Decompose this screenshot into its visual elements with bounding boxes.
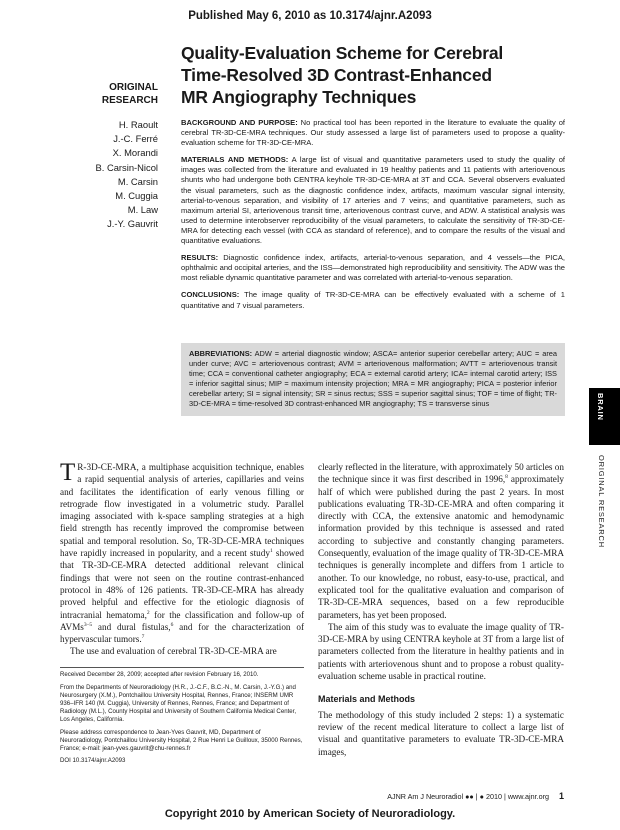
body-column-left — [60, 461, 304, 658]
abstract-heading: CONCLUSIONS: — [181, 290, 240, 300]
abstract-text: A large list of visual and quantitative parameters used to study the quality of images was collected from the literature and evaluated in 19 healthy patients and 11 patients with arteriovenous shunts who had undergone both CENTRA keyhole TR-3D-CE-MRA at 3T and CCA. Several observers evaluated the visual parameters, such as the diagnostic confidence index, artifacts, maximum vascular signal intensity, arterial-to-venous separation, and visibility of 17 arteries and 7 veins; and quantitative parameters, such as maximum arterial SI, arteriovenous transit time, arteriovenous contrast curve, and ADW. A statistical analysis was used to determine interobserver reproducibility of the visual parameters, to calculate the sensitivity of TR-3D-CE-MRA for detecting each vessel (with CCA as standard of reference), and to compare the results of the visual and quantitative evaluations. — [181, 155, 565, 246]
text-run: approximately half of which were published during the past 2 years. In most publications evaluating TR-3D-CE-MRA and often comparing it directly with CCA, the extensive anatomic and hemodynamic information provided by this technique is assessed and rated according to subjective and constantly changing parameters. Consequently, evaluation of the image quality of TR-3D-CE-MRA techniques is generally incomplete and differs from 1 article to another. To our knowledge, no robust, easy-to-use, practical, and explicated tool for the qualitative evaluation and comparison of TR-3D-CE-MRA sequences, based on a few reproducible parameters, has yet been proposed. — [318, 474, 564, 620]
author: M. Law — [127, 204, 158, 216]
author: J.-Y. Gauvrit — [107, 218, 158, 230]
abstract-text: No practical tool has been reported in the literature to evaluate the quality of cerebral TR-3D-CE-MRA techniques. Our study assessed a large list of parameters used to propose a quality-evaluation scheme for TR-3D-CE-MRA. — [181, 118, 565, 148]
author: B. Carsin-Nicol — [95, 161, 158, 173]
abstract — [181, 118, 565, 318]
text-run: and dural fistulas, — [92, 621, 171, 632]
brain-tab-label: BRAIN — [596, 393, 605, 421]
methods-heading: Materials and Methods — [318, 694, 416, 705]
text-run: clearly reflected in the literature, with approximately 50 articles on the technique since it was first described in 1996, — [318, 462, 564, 485]
abbreviations-heading: ABBREVIATIONS: — [189, 349, 253, 358]
text-run: for the classification and follow-up of AVMs — [60, 609, 304, 632]
section-label — [60, 81, 158, 107]
citation-ref[interactable]: 6 — [170, 621, 174, 628]
citation-ref[interactable]: 8 — [505, 474, 508, 481]
text-run: showed that TR-3D-CE-MRA detected additional relevant clinical findings that were not seen on the routine contrast-enhanced protocol in 48% of 126 patients. TR-3D-CE-MRA has already proved helpful and effective for the etiologic diagnosis of intracranial hematoma, — [60, 548, 304, 620]
article-title — [181, 42, 541, 108]
drop-cap: T — [60, 459, 76, 486]
abstract-conclusions — [181, 290, 565, 310]
journal-citation: AJNR Am J Neuroradiol ●● | ● 2010 | www.ajnr.org — [387, 792, 549, 801]
title-line: Time-Resolved 3D Contrast-Enhanced — [181, 65, 492, 85]
abstract-background — [181, 118, 565, 148]
copyright-notice: Copyright 2010 by American Society of Neuroradiology. — [164, 808, 456, 820]
footnote-affiliations: From the Departments of Neuroradiology (H.R., J.-C.F., B.C.-N., M. Carsin, J.-Y.G.) and Neurosurgery (X.M.), Pontchaillou University Hospital, Rennes, France; INSERM UMR 936–IFR 140 (M. Cuggia), University of Rennes, Rennes, France; and Department of Radiology (M.L.), County Hospital and University of Southern California Medical Center, Los Angeles, California. — [60, 683, 297, 723]
abstract-text: The image quality of TR-3D-CE-MRA can be effectively evaluated with a scheme of 1 quantitative and 7 visual parameters. — [181, 290, 565, 310]
abbreviations-box — [181, 343, 565, 416]
title-line: Quality-Evaluation Scheme for Cerebral — [181, 43, 504, 63]
body-paragraph — [318, 461, 564, 621]
publication-notice: Published May 6, 2010 as 10.3174/ajnr.A2093 — [188, 10, 432, 22]
body-column-right — [318, 461, 564, 758]
body-paragraph: The use and evaluation of cerebral TR-3D-CE-MRA are — [70, 646, 277, 657]
body-paragraph — [60, 461, 304, 645]
title-line: MR Angiography Techniques — [181, 87, 417, 107]
abstract-heading: RESULTS: — [181, 253, 219, 263]
brain-section-tab — [589, 388, 620, 445]
body-paragraph: The methodology of this study included 2 steps: 1) a systematic review of the recent medical literature to collect a large list of visual and quantitative parameters to evaluate TR-3D-CE-MRA images, — [318, 709, 564, 757]
abstract-text: Diagnostic confidence index, artifacts, arterial-to-venous separation, and 4 vessels—the PICA, ophthalmic and occipital arteries, and the ISS—demonstrated high reproducibility and sensitivity. The ADW was the most reliable dynamic quantitative parameter and was correlated with arterial-to-venous separation. — [181, 253, 565, 283]
journal-footer — [318, 791, 564, 801]
text-run: R-3D-CE-MRA, a multiphase acquisition technique, enables a rapid sequential analysis of arteries, capillaries and veins and facilitates the identification of early venous filling or retrograde flow investigated in a volumetric study. Parallel imaging associated with k-space sampling strategies at a high field strength has recently improved the compromise between spatial and temporal resolution. So, TR-3D-CE-MRA techniques have rapidly increased in popularity, and a recent study — [60, 462, 304, 559]
footnote-received: Received December 28, 2009; accepted after revision February 16, 2010. — [60, 671, 259, 678]
author: J.-C. Ferré — [113, 133, 158, 145]
abstract-heading: MATERIALS AND METHODS: — [181, 155, 289, 165]
body-paragraph: The aim of this study was to evaluate the image quality of TR-3D-CE-MRA by using CENTRA keyhole at 3T from a large list of parameters collected from the literature in healthy patients and in patients with arteriovenous shunt and to propose a robust quality-evaluation scheme usable in practical routine. — [318, 621, 564, 682]
text-run: and for the characterization of hypervascular tumors. — [60, 621, 304, 645]
author: M. Carsin — [117, 175, 158, 187]
section-label-line: RESEARCH — [101, 95, 158, 106]
abstract-heading: BACKGROUND AND PURPOSE: — [181, 118, 298, 127]
footnote-correspondence: Please address correspondence to Jean-Yves Gauvrit, MD, Department of Neuroradiology, Pontchaillou University Hospital, 2 Rue Henri Le Guilloux, 35000 Rennes, France; e-mail: jean-yves.gauvrit@chu-rennes.fr — [60, 728, 303, 752]
author: H. Raoult — [118, 119, 158, 130]
footnote-divider — [60, 667, 304, 668]
abstract-methods — [181, 155, 565, 246]
footnote-doi: DOI 10.3174/ajnr.A2093 — [60, 757, 126, 765]
section-label-line: ORIGINAL — [109, 82, 158, 93]
author: X. Morandi — [112, 147, 158, 159]
citation-ref[interactable]: 2 — [146, 609, 150, 616]
author-list — [60, 118, 158, 232]
citation-ref[interactable]: 3–5 — [83, 621, 93, 628]
citation-ref[interactable]: 1 — [269, 548, 273, 555]
footnotes — [60, 671, 304, 770]
author: M. Cuggia — [115, 190, 158, 202]
citation-ref[interactable]: 7 — [141, 634, 145, 641]
side-section-label: ORIGINAL RESEARCH — [597, 455, 606, 548]
page-number: 1 — [558, 791, 564, 801]
abbreviations-text: ADW = arterial diagnostic window; ASCA= anterior superior cerebellar artery; AUC = area under curve; AVC = arteriovenous contrast; AVM = arteriovenous malformation; AVTT = arteriovenous transit time; CCA = conventional catheter angiography; ECA = external carotid artery; ICA= internal carotid artery; ISS = inferior sagittal sinus; MIP = maximum intensity projection; MRA = MR angiography; PICA = posterior inferior cerebellar artery; SI = signal intensity; SR = sinus rectus; SSS = superior sagittal sinus; TOF = time of flight; TR-3D-CE-MRA = time-resolved 3D contrast-enhanced MR angiography; TS = transverse sinus — [189, 349, 557, 408]
abstract-results — [181, 253, 565, 283]
